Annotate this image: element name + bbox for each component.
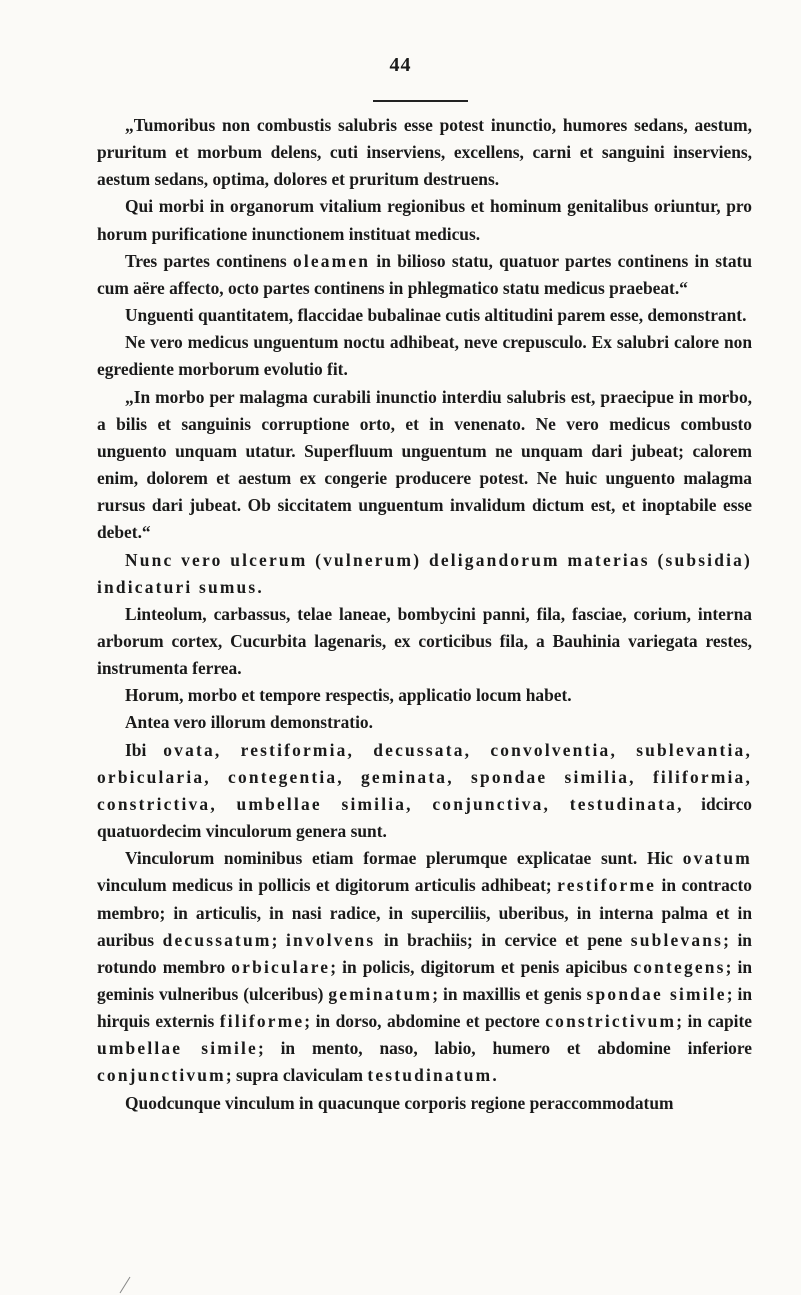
paragraph: „In morbo per malagma curabili inunctio interdiu salubris est, praecipue in morbo, a bilis et sanguinis corruptione orto, et in venenato. Ne vero medicus combusto unguento unquam utatur. Superfluum unguentum ne unquam dari jubeat; calorem enim, dolorem et aestum ex congerie producere potest. Ne huic unguento malagma rursus dari jubeat. Ob siccitatem unguentum invalidum dictum est, et inoptabile esse debet.“ [97, 386, 752, 543]
spaced-term: sublevans [630, 929, 724, 950]
paragraph [97, 547, 752, 601]
page-number: 44 [389, 54, 412, 76]
spaced-term: ovata, restiformia, decussata, convolventia, sublevantia, orbicularia, contegentia, geminata, spondae similia, filiformia, constrictiva, umbellae similia, conjunctiva, testudinata, [97, 739, 752, 814]
paragraph: „Tumoribus non combustis salubris esse potest inunctio, humores sedans, aestum, pruritum et morbum delens, cuti inserviens, excellens, carni et sanguini inserviens, aestum sedans, optima, dolores et pruritum destruens. [97, 115, 752, 190]
spaced-term: ovatum [682, 848, 752, 869]
spaced-term: umbellae simile [97, 1038, 258, 1059]
paragraph: Ne vero medicus unguentum noctu adhibeat, neve crepusculo. Ex salubri calore non egrediente morborum evolutio fit. [97, 332, 752, 380]
main-text [97, 112, 752, 1117]
pencil-mark-icon [116, 1255, 156, 1295]
paragraph: Horum, morbo et tempore respectis, applicatio locum habet. [125, 685, 572, 706]
header-rule [373, 100, 468, 102]
spaced-term: spondae simile [586, 984, 727, 1004]
spaced-term: constrictivum [545, 1011, 677, 1032]
spaced-term: contegens [633, 956, 726, 977]
spaced-heading: Nunc vero ulcerum (vulnerum) deligandorum materias (subsidia) indicaturi sumus. [97, 549, 752, 597]
spaced-term: filiforme [219, 1011, 305, 1032]
spaced-term: restiforme [557, 875, 657, 896]
paragraph: Unguenti quantitatem, flaccidae bubalinae cutis altitudini parem esse, demonstrant. [125, 305, 747, 326]
paragraph: Linteolum, carbassus, telae laneae, bombycini panni, fila, fasciae, corium, interna arborum cortex, Cucurbita lagenaris, ex corticibus fila, a Bauhinia variegata restes, instrumenta ferrea. [97, 603, 752, 679]
spaced-term: testudinatum [367, 1065, 493, 1086]
paragraph: Tres partes continens oleamen in bilioso statu, quatuor partes continens in statu cum aëre affecto, octo partes continens in phlegmatico statu medicus praebeat.“ [97, 250, 752, 298]
spaced-term: oleamen [292, 250, 371, 271]
spaced-term: geminatum [328, 984, 433, 1004]
paragraph: Quodcunque vinculum in quacunque corporis regione peraccommodatum [125, 1092, 674, 1113]
spaced-term: orbiculare [231, 956, 331, 977]
paragraph: Ibi ovata, restiformia, decussata, convolventia, sublevantia, orbicularia, contegentia, geminata, spondae similia, filiformia, constrictiva, umbellae similia, conjunctiva, testudinata, idcirco quatuordecim vinculorum genera sunt. [97, 739, 752, 842]
paragraph: Antea vero illorum demonstratio. [125, 712, 373, 733]
spaced-term: conjunctivum [97, 1065, 226, 1086]
paragraph: Vinculorum nominibus etiam formae plerumque explicatae sunt. Hic ovatum vinculum medicus in pollicis et digitorum articulis adhibeat; restiforme in contracto membro; in articulis, in nasi radice, in superciliis, uberibus, in interna palma et in auribus decussatum; involvens in brachiis; in cervice et pene sublevans; in rotundo membro orbiculare; in policis, digitorum et penis apicibus contegens; in geminis vulneribus (ulceribus) geminatum; in maxillis et genis spondae simile; in hirquis externis filiforme; in dorso, abdomine et pectore constrictivum; in capite umbellae simile; in mento, naso, labio, humero et abdomine inferiore conjunctivum; supra claviculam testudinatum. [97, 848, 753, 1086]
paragraph: Qui morbi in organorum vitalium regionibus et hominum genitalibus oriuntur, pro horum purificatione inunctionem instituat medicus. [97, 196, 752, 244]
spaced-term: decussatum [162, 929, 272, 950]
spaced-term: involvens [286, 929, 376, 950]
